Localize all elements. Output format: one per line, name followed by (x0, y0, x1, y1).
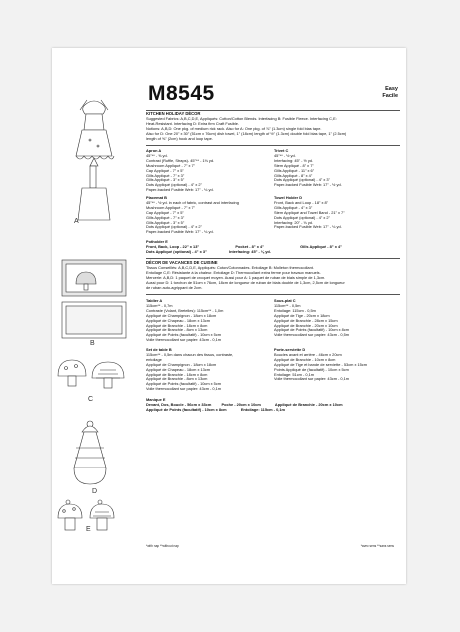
potholder-en-row (146, 250, 400, 255)
list-item: Dots Appliqué (optional) - 4" x 3" (146, 248, 207, 254)
notions-fr-2: Aussi pour D: 1 torchon de 51cm x 76cm, 18cm de longueur de ruban de biais double de 1,3cm, 2,5cm de longueur (146, 279, 345, 285)
view-letter-b: B (90, 340, 95, 347)
list-item: Interfacing: 45" - ⅛ yd. (229, 248, 271, 254)
potholder-fr-row (146, 408, 400, 413)
placemat-en-title: Placemat B (146, 195, 167, 200)
placemat-en-block (146, 196, 270, 235)
list-item: Appliqué de Chapeau - 18cm x 13cm (146, 317, 211, 323)
towel-en-title: Towel Holder D (274, 195, 303, 200)
list-item: Appliqué de Branchie - 18cm x 8cm (146, 371, 208, 377)
pattern-number: M8545 (148, 82, 215, 105)
list-item: Appliqué de Champignon - 18cm x 18cm (146, 312, 217, 318)
view-drawings (52, 48, 144, 584)
list-item: Entoilage: 115cm - 0,1m (240, 406, 285, 412)
list-item: Gills Appliqué - 3" x 5" (146, 219, 185, 225)
placemat-fr-title: Set de table B (146, 347, 172, 352)
list-item: 115cm** - 0,5m (274, 302, 301, 308)
list-item: Paper-backed Fusible Web: 17" - ⅛ yd. (146, 187, 214, 193)
list-item: Voile thermocollant sur papier: 43cm - 0,5m (274, 332, 350, 338)
view-letter-e: E (86, 526, 91, 533)
list-item: Stem Appliqué - 8" x 7" (274, 162, 314, 168)
list-item: 45"** - ½ yd. (274, 152, 296, 158)
footnote-en: *with nap **without nap (146, 544, 179, 548)
section-title-en: KITCHEN HOLIDAY DÉCOR (146, 111, 201, 116)
list-item: Appliqué de Branchie - 10cm x 8cm (274, 356, 336, 362)
list-item: Gills Appliqué - 4" x 3" (274, 204, 313, 210)
notions-fr-1: Mercerie: A,B,D: 1 paquet de croquet moyen. Aussi pour A: 1 paquet de ruban de biais simple de 1,3cm. (146, 274, 326, 280)
fabrics-en-2: Heat-Resistant. Interfacing D: Extra firm Craft Fusible. (146, 120, 239, 126)
notions-en-1: Notions: A,B,D: One pkg. of medium rick rack. Also for A: One pkg. of ⅞" (1.3cm) single fold bias tape. (146, 125, 322, 131)
list-item: Pocket - 8" x 4" (235, 243, 264, 249)
towel-fr-title: Porte-serviette D (274, 347, 306, 352)
list-item: Appliqué de Branchie - 8cm x 13cm (146, 376, 208, 382)
list-item: Interfacing: 45" - ½ yd. (274, 157, 314, 163)
list-item: Contrast (Ruffle, Straps)- 45"** - 1⅛ yd. (146, 157, 215, 163)
list-item: Appliqué de Points (facultatif) - 10cm x 5cm (146, 332, 222, 338)
divider (146, 145, 400, 146)
trivet-en-block (274, 149, 398, 188)
list-item: Appliqué de Tige - 20cm x 18cm (274, 312, 330, 318)
list-item: Gills Appliqué - 11" x 6" (274, 167, 315, 173)
list-item: Appliqué de Chapeau - 18cm x 13cm (146, 366, 211, 372)
view-letter-c: C (88, 396, 94, 403)
list-item: Voile thermocollant sur papier: 43cm - 0,1m (146, 386, 222, 392)
apron-fr-block (146, 299, 270, 343)
fabrics-fr-2: Entoilage C,E: Résistante à la chaleur. Entoilage D: Thermocollant extra ferme pour travaux manuels. (146, 269, 321, 275)
list-item: Interfacing: 20" - ⅛ yd. (274, 219, 314, 225)
list-item: Appliqué de Branchie - 20cm x 10cm (274, 322, 338, 328)
potholder-fr-block (146, 398, 400, 413)
view-letter-a: A (74, 218, 79, 225)
list-item: Front, Back and Loop - 18" x 8" (274, 199, 329, 205)
list-item: 115cm** - 0,7m (146, 302, 173, 308)
towel-en-block (274, 196, 398, 230)
list-item: Devant, Dos, Boucle - 56cm x 33cm (146, 401, 212, 407)
french-intro (146, 261, 400, 290)
list-item: Appliqué de Points (facultatif) - 10cm x 8cm (274, 327, 350, 333)
trivet-fr-title: Sous-plat C (274, 298, 296, 303)
list-item: Gills Appliqué - 7" x 3" (146, 172, 185, 178)
apron-drawing (76, 100, 114, 220)
list-item: Appliqué de Tige et bande de serviette - 53cm x 15cm (274, 361, 367, 367)
list-item: Appliqué de Champignon - 18cm x 18cm (146, 361, 217, 367)
trivet-drawing (58, 360, 124, 388)
pattern-envelope-back (52, 48, 406, 584)
list-item: Entoilage: 115cm - 0,5m (274, 307, 316, 313)
list-item: Dots Appliqué (optional) - 4" x 2" (146, 224, 202, 230)
list-item: Appliqué de Branchie - 20cm x 10cm (274, 401, 343, 407)
list-item: entoilage (146, 356, 162, 362)
list-item: Mushroom Appliqué - 7" x 7" (146, 204, 196, 210)
list-item: Gills Appliqué - 7" x 3" (146, 214, 185, 220)
apron-en-block (146, 149, 270, 193)
view-letter-d: D (92, 488, 98, 495)
notions-fr-3: de ruban auto-agrippant de 2cm. (146, 284, 203, 290)
list-item: 45"** - ⅝ yd. (146, 152, 168, 158)
list-item: Dots Appliqué (optional) - 4" x 2" (274, 214, 330, 220)
list-item: Points Appliqué de (facultatif) - 10cm x 5cm (274, 366, 349, 372)
list-item: Appliqué de Points (facultatif) - 10cm x 5cm (146, 381, 222, 387)
section-title-fr: DÉCOR DE VACANCES DE CUISINE (146, 260, 218, 265)
trivet-en-title: Trivet C (274, 148, 289, 153)
list-item: Appliqué de Branchie - 8cm x 13cm (146, 327, 208, 333)
apron-en-title: Apron A (146, 148, 162, 153)
list-item: Paper-backed Fusible Web: 17" - ⅛ yd. (146, 229, 214, 235)
list-item: Mushroom Appliqué - 7" x 7" (146, 162, 196, 168)
list-item: Gills Appliqué - 8" x 4" (274, 172, 313, 178)
notions-en-2: Also for D: One 20" x 30" (51cm x 76cm) dish towel, 1" (18cm) length of ½" (1.3cm) double fold bias tape, 1" (2.5cm) (146, 130, 347, 136)
list-item: Appliqué de Branchie - 28cm x 15cm (274, 317, 338, 323)
list-item: Contraste (Volant, Bretelles): 115cm** - 1,0m (146, 307, 224, 313)
fabrics-fr-1: Tissus Conseillés: A,B,C,D,E, Appliqués: Coton/Cotonnades. Entoilage B: Molleton thermocollant. (146, 264, 314, 270)
notions-en-3: length of ⅝" (2cm) hook and loop tape. (146, 135, 213, 141)
list-item: Appliqué de Points (facultatif) - 10cm x 8cm (146, 406, 227, 412)
list-item: Poche - 20cm x 10cm (221, 401, 261, 407)
list-item: Cap Appliqué - 7" x 5" (146, 167, 184, 173)
divider (146, 294, 400, 295)
list-item: Stem Appliqué and Towel Band - 21" x 7" (274, 209, 345, 215)
difficulty-en: Easy (385, 86, 398, 92)
list-item: Voile thermocollant sur papier: 43cm - 0,1m (146, 337, 222, 343)
towel-fr-block (274, 348, 398, 382)
potholder-en-block (146, 240, 400, 255)
list-item: Paper-backed Fusible Web: 17" - ⅛ yd. (274, 224, 342, 230)
list-item: Paper-backed Fusible Web: 17" - ½ yd. (274, 182, 342, 188)
list-item: Gills Appliqué - 3" x 5" (146, 177, 185, 183)
list-item: 45"** - ½ yd. in each of fabric, contrast and interfacing (146, 199, 239, 205)
list-item: Gills Appliqué - 8" x 4" (300, 243, 342, 249)
towel-holder-drawing (74, 421, 106, 484)
list-item: Boucles avant et arrière - 46cm x 20cm (274, 351, 342, 357)
potholder-en-title: Potholder E (146, 239, 168, 244)
divider (146, 258, 400, 259)
placemat-fr-block (146, 348, 270, 392)
list-item: Cap Appliqué - 7" x 5" (146, 209, 184, 215)
fabrics-en-1: Suggested Fabrics: A,B,C,D,E, Appliqués: Cotton/Cotton Blends. Interfacing B: Fusible Fleece. Interfacing C,E: (146, 115, 337, 121)
potholder-fr-title: Manique E (146, 397, 166, 402)
footnote-fr: *avec sens **sans sens (360, 544, 394, 548)
trivet-fr-block (274, 299, 398, 338)
list-item: Entoilage: 51cm - 0,1m (274, 371, 315, 377)
apron-fr-title: Tablier A (146, 298, 163, 303)
difficulty-fr: Facile (382, 93, 398, 99)
list-item: 115cm** - 0,5m dans chacun des tissus, contraste, (146, 351, 234, 357)
english-intro (146, 112, 400, 141)
list-item: Dots Appliqué (optional) - 4" x 3" (274, 177, 330, 183)
content-column (146, 48, 400, 584)
list-item: Appliqué de Branchie - 18cm x 8cm (146, 322, 208, 328)
list-item: Voile thermocollant sur papier: 43cm - 0,1m (274, 376, 350, 382)
illustration-column (52, 48, 144, 584)
difficulty-label (382, 86, 398, 100)
list-item: Dots Appliqué (optional) - 4" x 2" (146, 182, 202, 188)
list-item: Front, Back, Loop - 22" x 13" (146, 243, 200, 249)
placemat-drawing (62, 260, 126, 338)
